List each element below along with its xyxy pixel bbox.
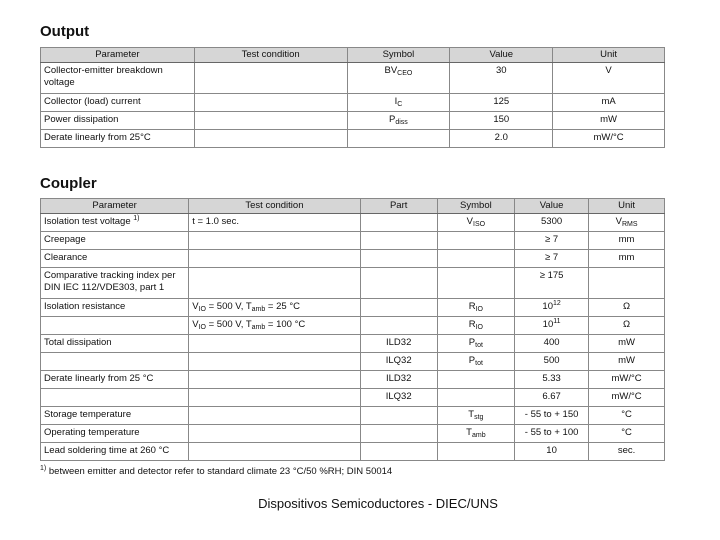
column-header: Symbol: [347, 48, 450, 63]
symbol-cell: $T_{stg}$: [437, 407, 514, 425]
table-row: [41, 130, 665, 148]
unit-cell: mW/°C: [553, 130, 665, 148]
unit-cell: Ω: [589, 299, 665, 317]
table-row: [41, 371, 665, 389]
table-row: [41, 250, 665, 268]
value-cell: 5.33: [515, 371, 589, 389]
part-cell: ILQ32: [360, 353, 437, 371]
column-header: Parameter: [41, 199, 189, 214]
part-cell: [360, 250, 437, 268]
unit-cell: °C: [589, 407, 665, 425]
table-row: [41, 232, 665, 250]
column-header: Test condition: [194, 48, 347, 63]
value-cell: 2.0: [450, 130, 553, 148]
parameter-cell: Isolation test voltage $^{1)}$: [41, 214, 189, 232]
condition-cell: [189, 425, 360, 443]
value-cell: - 55 to + 100: [515, 425, 589, 443]
table-row: [41, 94, 665, 112]
table-row: [41, 335, 665, 353]
value-cell: 6.67: [515, 389, 589, 407]
parameter-cell: Derate linearly from 25°C: [41, 130, 195, 148]
column-header: Value: [450, 48, 553, 63]
part-cell: [360, 268, 437, 299]
slide-caption: Dispositivos Semicoductores - DIEC/UNS: [258, 496, 498, 511]
parameter-cell: Power dissipation: [41, 112, 195, 130]
output-title: Output: [40, 23, 90, 40]
symbol-cell: $P_{tot}$: [437, 353, 514, 371]
table-row: [41, 389, 665, 407]
footnote-text: between emitter and detector refer to standard climate 23 °C/50 %RH; DIN 50014: [46, 466, 393, 477]
condition-cell: $V_{IO} = 500$ V, $T_{amb} = 25$ °C: [189, 299, 360, 317]
part-cell: [360, 443, 437, 461]
column-header: Unit: [589, 199, 665, 214]
condition-cell: [189, 250, 360, 268]
parameter-cell: Collector (load) current: [41, 94, 195, 112]
unit-cell: Ω: [589, 317, 665, 335]
unit-cell: $V_{RMS}$: [589, 214, 665, 232]
condition-cell: [189, 407, 360, 425]
condition-cell: [194, 112, 347, 130]
value-cell: 5300: [515, 214, 589, 232]
column-header: Symbol: [437, 199, 514, 214]
condition-cell: [189, 232, 360, 250]
condition-cell: [189, 335, 360, 353]
part-cell: [360, 232, 437, 250]
condition-cell: [189, 268, 360, 299]
value-cell: ≥ 7: [515, 250, 589, 268]
parameter-cell: [41, 353, 189, 371]
unit-cell: sec.: [589, 443, 665, 461]
footnote: [40, 466, 392, 477]
symbol-cell: $R_{IO}$: [437, 317, 514, 335]
parameter-cell: Creepage: [41, 232, 189, 250]
value-cell: ≥ 7: [515, 232, 589, 250]
part-cell: [360, 317, 437, 335]
condition-cell: [189, 371, 360, 389]
parameter-cell: Operating temperature: [41, 425, 189, 443]
parameter-cell: Storage temperature: [41, 407, 189, 425]
parameter-cell: Clearance: [41, 250, 189, 268]
unit-cell: mW/°C: [589, 389, 665, 407]
parameter-cell: Derate linearly from 25 °C: [41, 371, 189, 389]
symbol-cell: $T_{amb}$: [437, 425, 514, 443]
part-cell: [360, 407, 437, 425]
value-cell: 400: [515, 335, 589, 353]
table-row: [41, 63, 665, 94]
symbol-cell: $R_{IO}$: [437, 299, 514, 317]
unit-cell: mW/°C: [589, 371, 665, 389]
table-row: [41, 443, 665, 461]
value-cell: 30: [450, 63, 553, 94]
symbol-cell: [437, 389, 514, 407]
condition-cell: $V_{IO} = 500$ V, $T_{amb} = 100$ °C: [189, 317, 360, 335]
table-row: [41, 299, 665, 317]
column-header: Parameter: [41, 48, 195, 63]
value-cell: $10^{11}$: [515, 317, 589, 335]
coupler-title: Coupler: [40, 175, 97, 192]
coupler-table: [40, 198, 665, 461]
value-cell: 150: [450, 112, 553, 130]
parameter-cell: Lead soldering time at 260 °C: [41, 443, 189, 461]
parameter-cell: Comparative tracking index per DIN IEC 112/VDE303, part 1: [41, 268, 189, 299]
value-cell: 10: [515, 443, 589, 461]
footnote-mark: 1): [40, 465, 47, 472]
unit-cell: V: [553, 63, 665, 94]
parameter-cell: Collector-emitter breakdown voltage: [41, 63, 195, 94]
symbol-cell: [437, 268, 514, 299]
footnote-mark: 1): [133, 215, 140, 222]
value-cell: 500: [515, 353, 589, 371]
symbol-cell: [347, 130, 450, 148]
symbol-cell: [437, 232, 514, 250]
symbol-cell: $V_{ISO}$: [437, 214, 514, 232]
table-row: [41, 407, 665, 425]
symbol-cell: $P_{tot}$: [437, 335, 514, 353]
part-cell: [360, 299, 437, 317]
condition-cell: [194, 63, 347, 94]
column-header: Unit: [553, 48, 665, 63]
symbol-cell: $P_{diss}$: [347, 112, 450, 130]
condition-cell: t = 1.0 sec.: [189, 214, 360, 232]
condition-cell: [189, 353, 360, 371]
table-row: [41, 317, 665, 335]
condition-cell: [194, 94, 347, 112]
part-cell: [360, 214, 437, 232]
output-table: [40, 47, 665, 148]
parameter-cell: [41, 389, 189, 407]
table-header-row: [41, 199, 665, 214]
condition-cell: [194, 130, 347, 148]
symbol-cell: $I_C$: [347, 94, 450, 112]
unit-cell: mm: [589, 232, 665, 250]
column-header: Value: [515, 199, 589, 214]
unit-cell: mW: [589, 335, 665, 353]
part-cell: [360, 425, 437, 443]
part-cell: ILD32: [360, 335, 437, 353]
unit-cell: mA: [553, 94, 665, 112]
table-header-row: [41, 48, 665, 63]
unit-cell: mW: [589, 353, 665, 371]
table-row: [41, 268, 665, 299]
condition-cell: [189, 389, 360, 407]
unit-cell: mW: [553, 112, 665, 130]
parameter-cell: Total dissipation: [41, 335, 189, 353]
symbol-cell: $BV_{CEO}$: [347, 63, 450, 94]
value-cell: $10^{12}$: [515, 299, 589, 317]
table-row: [41, 112, 665, 130]
value-cell: - 55 to + 150: [515, 407, 589, 425]
unit-cell: [589, 268, 665, 299]
parameter-cell: [41, 317, 189, 335]
unit-cell: mm: [589, 250, 665, 268]
part-cell: ILD32: [360, 371, 437, 389]
condition-cell: [189, 443, 360, 461]
value-cell: 125: [450, 94, 553, 112]
table-row: [41, 214, 665, 232]
part-cell: ILQ32: [360, 389, 437, 407]
table-row: [41, 353, 665, 371]
symbol-cell: [437, 443, 514, 461]
column-header: Part: [360, 199, 437, 214]
symbol-cell: [437, 250, 514, 268]
column-header: Test condition: [189, 199, 360, 214]
parameter-cell: Isolation resistance: [41, 299, 189, 317]
value-cell: ≥ 175: [515, 268, 589, 299]
symbol-cell: [437, 371, 514, 389]
table-row: [41, 425, 665, 443]
unit-cell: °C: [589, 425, 665, 443]
